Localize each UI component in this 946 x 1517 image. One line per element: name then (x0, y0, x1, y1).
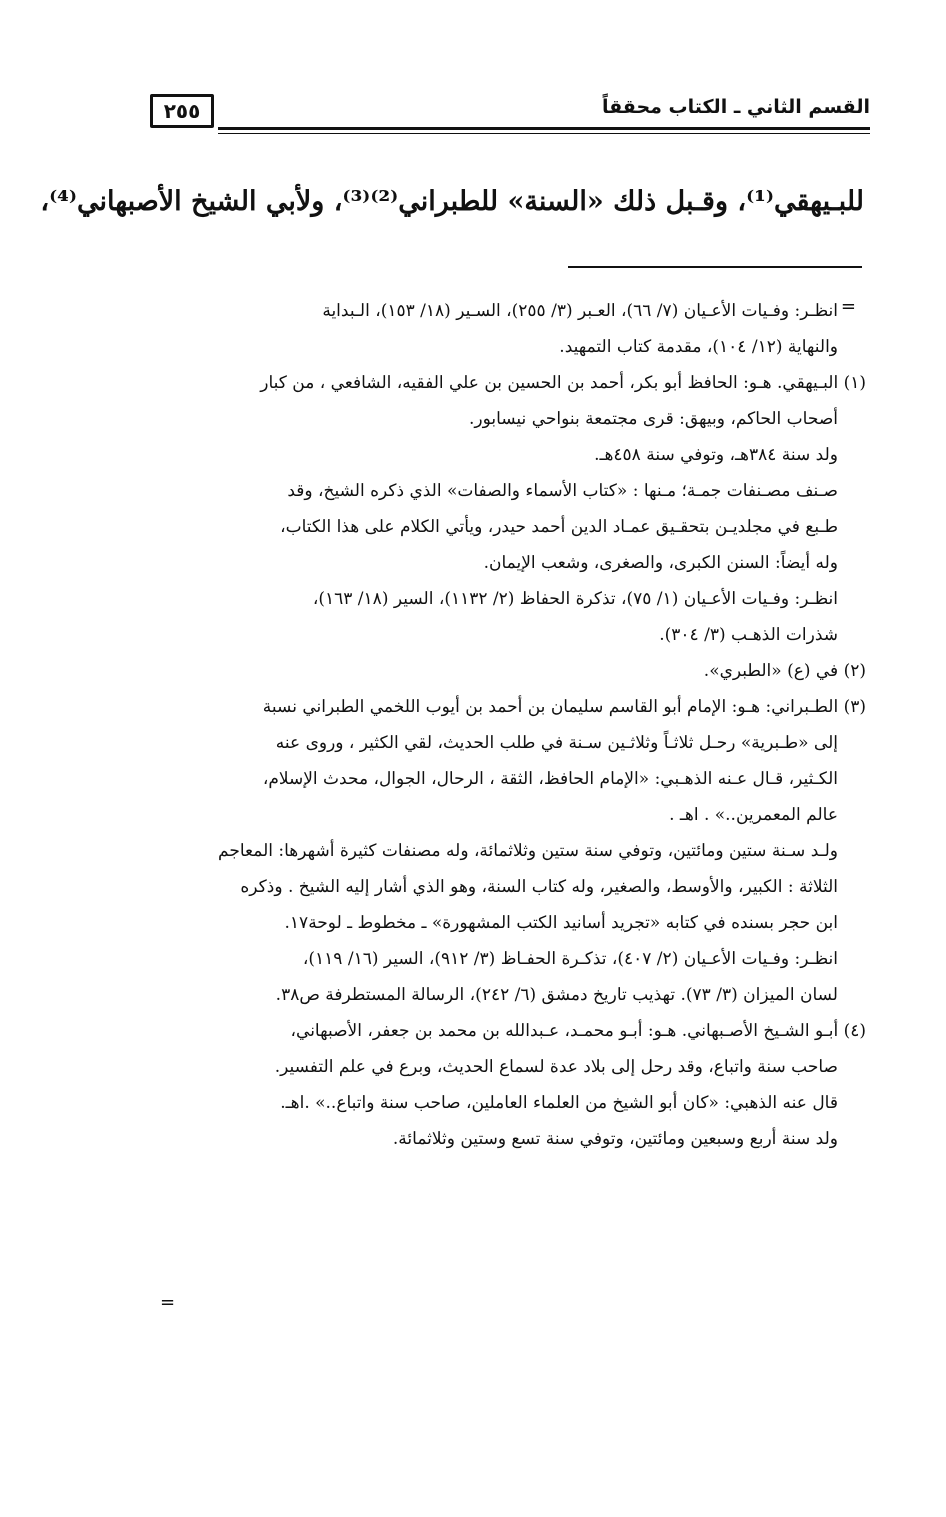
footnote-line: والنهاية (١٢/ ١٠٤)، مقدمة كتاب التمهيد. (559, 337, 838, 357)
footnote-line: ابن حجر بسنده في كتابه «تجريد أسانيد الكتب المشهورة» ـ مخطوط ـ لوحة١٧. (284, 913, 838, 933)
continued-from-mark: = (840, 296, 856, 317)
footnote-line: انظـر: وفـيات الأعـيان (٢/ ٤٠٧)، تذكـرة الحفـاظ (٣/ ٩١٢)، السير (١٦/ ١١٩)، (302, 949, 838, 969)
footnote-line: الكـثير، قـال عـنه الذهـبي: «الإمام الحافظ، الثقة ، الرحال، الجوال، محدث الإسلام، (262, 769, 838, 789)
footnote-line: طـبع في مجلديـن بتحقـيق عمـاد الدين أحمد حيدر، ويأتي الكلام على هذا الكتاب، (280, 517, 838, 537)
continues-on-next-page-mark: = (160, 1292, 176, 1313)
footnote-line: قال عنه الذهبي: «كان أبو الشيخ من العلماء العاملين، صاحب سنة واتباع..» .اهـ. (280, 1093, 838, 1113)
footnote-line: الثلاثة : الكبير، والأوسط، والصغير، وله كتاب السنة، وهو الذي أشار إليه الشيخ . وذكره (240, 877, 838, 897)
footnote-line: عالم المعمرين..» . اهـ . (669, 805, 838, 825)
main-body-text: للبـيهقي⁽¹⁾، وقـبل ذلك «السنة» للطبراني⁽²⁾⁽³⁾، ولأبي الشيخ الأصبهاني⁽⁴⁾، (40, 186, 864, 217)
footnote-line: ولد سنة أربع وسبعين ومائتين، وتوفي سنة تسع وستين وثلاثمائة. (392, 1129, 838, 1149)
footnote-line: ولد سنة ٣٨٤هـ، وتوفي سنة ٤٥٨هـ. (594, 445, 838, 465)
header-rule-thin (218, 133, 870, 134)
page-number: ٢٥٥ (150, 94, 214, 128)
footnote-line: صاحب سنة واتباع، وقد رحل إلى بلاد عدة لسماع الحديث، وبرع في علم التفسير. (274, 1057, 838, 1077)
page-header (150, 94, 870, 134)
footnote-3-start: (٣) الطـبراني: هـو: الإمام أبو القاسم سليمان بن أحمد بن أيوب اللخمي الطبراني نسبة (262, 697, 866, 717)
footnote-line: انظـر: وفـيات الأعـيان (١/ ٧٥)، تذكرة الحفاظ (٢/ ١١٣٢)، السير (١٨/ ١٦٣)، (312, 589, 838, 609)
footnote-line: ولـد سـنة ستين ومائتين، وتوفي سنة ستين وثلاثمائة، وله مصنفات كثيرة أشهرها: المعاجم (218, 841, 838, 861)
footnote-line: لسان الميزان (٣/ ٧٣). تهذيب تاريخ دمشق (٦/ ٢٤٢)، الرسالة المستطرفة ص٣٨. (275, 985, 838, 1005)
footnote-line: إلى «طـبرية» رحـل ثلاثـاً وثلاثـين سـنة في طلب الحديث، لقي الكثير ، وروى عنه (275, 733, 838, 753)
footnote-4-start: (٤) أبـو الشـيخ الأصـبهاني. هـو: أبـو محمـد، عـبدالله بن محمد بن جعفر، الأصبهاني، (290, 1021, 866, 1041)
footnote-separator (568, 266, 862, 268)
header-rule-thick (218, 127, 870, 130)
footnotes-block (158, 293, 866, 1157)
footnote-line: وله أيضاً: السنن الكبرى، والصغرى، وشعب الإيمان. (483, 553, 838, 573)
footnote-line: صـنف مصـنفات جمـة؛ مـنها : «كتاب الأسماء والصفات» الذي ذكره الشيخ، وقد (287, 481, 838, 501)
footnote-line: انظـر: وفـيات الأعـيان (٧/ ٦٦)، العـبر (٣/ ٢٥٥)، السـير (١٨/ ١٥٣)، الـبداية (322, 301, 838, 321)
footnote-line: أصحاب الحاكم، وبيهق: قرى مجتمعة بنواحي نيسابور. (468, 409, 838, 429)
running-header-title: القسم الثاني ـ الكتاب محققاً (601, 96, 870, 118)
footnote-2: (٢) في (ع) «الطبري». (703, 661, 866, 681)
footnote-1-start: (١) البـيهقي. هـو: الحافظ أبو بكر، أحمد بن الحسين بن علي الفقيه، الشافعي ، من كبار (260, 373, 866, 393)
footnote-line: شذرات الذهـب (٣/ ٣٠٤). (659, 625, 838, 645)
